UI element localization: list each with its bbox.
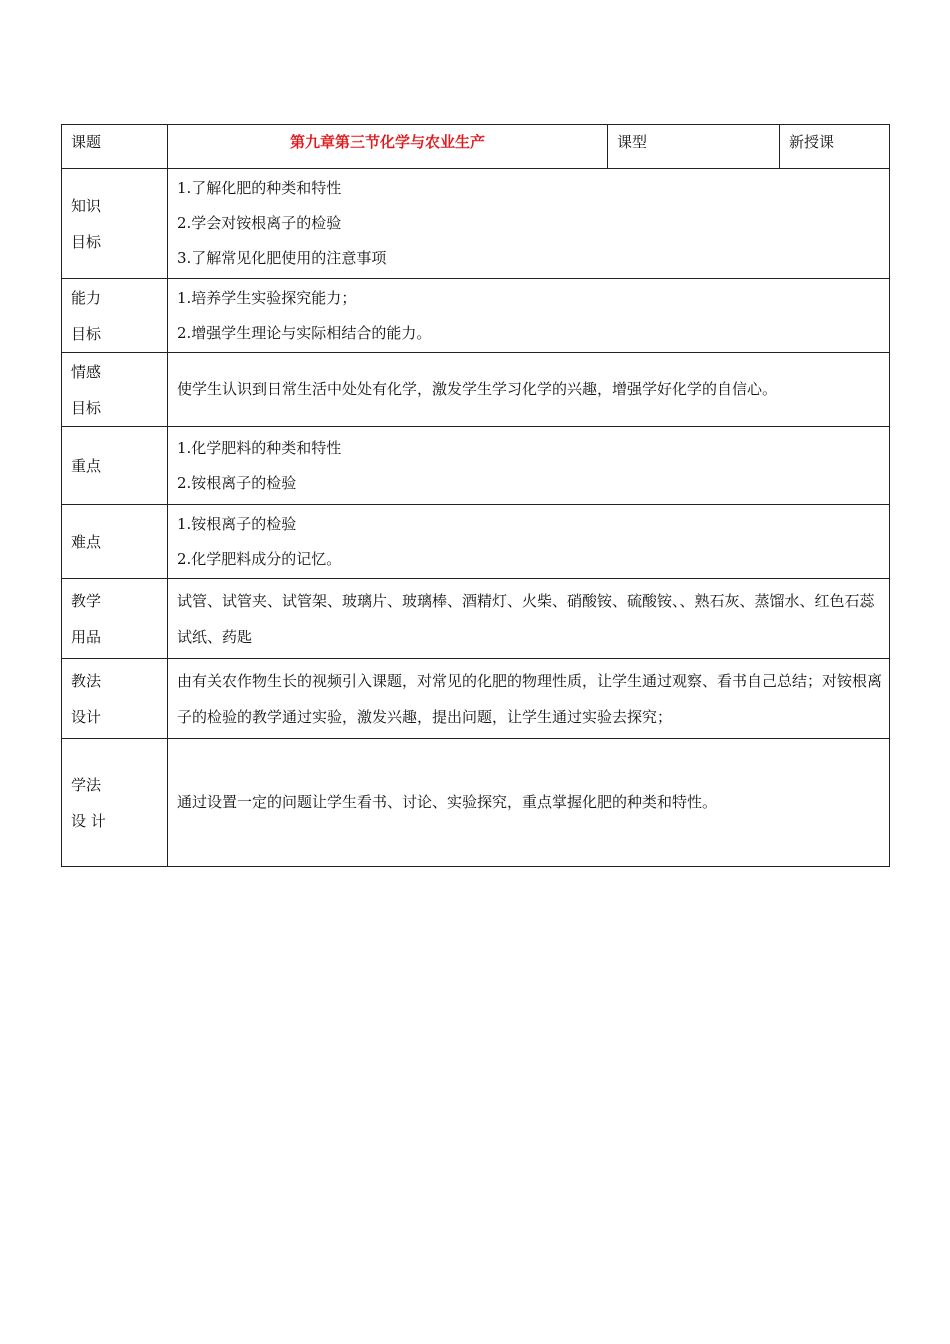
key-row: [62, 427, 890, 505]
knowledge-line: 2.学会对铵根离子的检验: [177, 214, 342, 232]
lesson-plan: [61, 124, 889, 867]
supplies-label: 教学 用品: [62, 579, 168, 659]
type-label: 课型: [608, 125, 780, 169]
key-line: 2.铵根离子的检验: [177, 473, 297, 492]
teaching-row: [62, 659, 890, 739]
lesson-plan-table: [61, 124, 890, 867]
ability-row: [62, 279, 890, 353]
key-content: [168, 427, 890, 505]
lesson-title: 第九章第三节化学与农业生产: [168, 125, 608, 169]
ability-label: 能力 目标: [62, 279, 168, 353]
knowledge-label: 知识 目标: [62, 169, 168, 279]
knowledge-row: [62, 169, 890, 279]
difficulty-label: 难点: [62, 505, 168, 579]
ability-line: 2.增强学生理论与实际相结合的能力。: [177, 323, 432, 342]
difficulty-content: [168, 505, 890, 579]
knowledge-line: 1.了解化肥的种类和特性: [177, 179, 342, 197]
emotion-content: 使学生认识到日常生活中处处有化学，激发学生学习化学的兴趣，增强学好化学的自信心。: [168, 353, 890, 427]
key-line: 1.化学肥料的种类和特性: [177, 438, 342, 457]
header-row: [62, 125, 890, 169]
teaching-content: 由有关农作物生长的视频引入课题，对常见的化肥的物理性质，让学生通过观察、看书自己总结；对铵根离子的检验的教学通过实验，激发兴趣，提出问题，让学生通过实验去探究；: [168, 659, 890, 739]
teaching-label: 教法 设计: [62, 659, 168, 739]
supplies-row: [62, 579, 890, 659]
learning-content: 通过设置一定的问题让学生看书、讨论、实验探究，重点掌握化肥的种类和特性。: [168, 739, 890, 867]
ability-line: 1.培养学生实验探究能力；: [177, 288, 357, 307]
topic-label: 课题: [62, 125, 168, 169]
difficulty-row: [62, 505, 890, 579]
difficulty-line: 1.铵根离子的检验: [177, 514, 297, 533]
emotion-row: [62, 353, 890, 427]
type-value: 新授课: [780, 125, 890, 169]
learning-row: [62, 739, 890, 867]
ability-content: [168, 279, 890, 353]
supplies-content: 试管、试管夹、试管架、玻璃片、玻璃棒、酒精灯、火柴、硝酸铵、硫酸铵、、熟石灰、蒸馏水、红色石蕊试纸、药匙: [168, 579, 890, 659]
knowledge-line: 3.了解常见化肥使用的注意事项: [177, 249, 387, 267]
knowledge-content: [168, 169, 890, 279]
emotion-label: 情感 目标: [62, 353, 168, 427]
difficulty-line: 2.化学肥料成分的记忆。: [177, 549, 342, 568]
key-label: 重点: [62, 427, 168, 505]
learning-label: 学法 设 计: [62, 739, 168, 867]
